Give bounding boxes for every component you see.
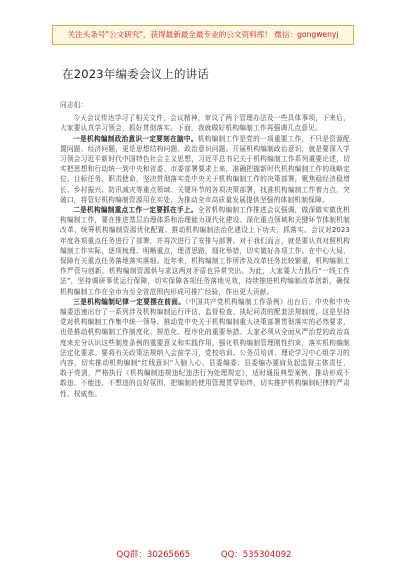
qq-group-number: QQ群：30265665 — [116, 550, 191, 560]
paragraph-heading: 一是机构编制政治意识一定要刻在脑中。 — [73, 134, 198, 143]
paragraph-text: 《中国共产党机构编制工作条例》出台后，中央和中央编委迅速出台了一系列涉及机构编制运行评估、监督检查、执纪问责的配套法规制度，这是坚持党对机构编制工作集中统一领导、推动党中央关于机构编制重大决策部署贯彻落实的必然要求，也是推动机构编制工作制度化、规范化、程序化的重要举措。大家必须从全面从严治党的政治高度来充分认识这些制度条例的重要意义和实践作用，强化机构编制管理刚性约束，落实机构编制法定化要求。要将有关政策法规纳入会前学习，党校培训、公务员培训、理论学习中心组学习的内容，切实推动机构编制“红线意识”入脑入心。县委编委、县委编办要肩负起监督主体责任，敢于亮剑，严格执行《机构编制违规违纪违法行为处理规定》，适时通报典型案例，推动形成不敢违、不能违、不想违的良好氛围，把编制的使用管理贯穿始终，切实推护机构编制纪律的严肃性、权威性。 — [60, 297, 350, 398]
document-body — [60, 100, 350, 399]
promo-banner: 关注头条号"公文研究"，获得最新最全最专业的公文资料库！ 微信：gongwenyj — [52, 25, 354, 45]
paragraph-heading: 二是机构编制重点工作一定要抓在手上。 — [73, 206, 198, 215]
paragraph-discipline — [60, 297, 350, 399]
paragraph-key-work — [60, 205, 350, 297]
paragraph-text: 机构编制工作是党的一项重要工作，不只是资源配置问题、经济问题，更是思想结构问题、政治意识问题。开展机构编制政治意识，就是要深入学习领会习近平新时代中国特色社会主义思想，习近平总书记关于机构编制工作系列重要论述，切实把思想和行动统一到中央和省委、市委部署要求上来，准确把握新时代机构编制工作的战略定位、目标任务、职责使命，坚决贯彻落实党中央关于机构编制工作的决策部署，聚焦稳经济稳增长、乡村振兴、防汛减灾等重点领域、关键环节的各项决策部署，找准机构编制工作着力点，突破口，将管好机构编制资源用在实处，为推动全市高质量发展提供坚强的体制机制保障。 — [60, 134, 350, 204]
paragraph-text: 全省机构编制工作推进会议强调，做深做实做优机构编制工作，要在推进基层治理体系和治理能力现代化建设、深化重点领域和关键环节体制机制改革、统筹机构编制资源优化配置、推动机构编制法治化建设上下功夫，抓落实。会议对2023年度各项重点任务进行了部署，并再次进行了安排与部署。对于我们而言，就是要认真对照机构编制工作实际，逐项梳理、明晰重点，理清思路，细化举措，切实做好各项工作。在中心大局，保障有关重点任务落地落实落细。近年来，机构编制工作所涉及改革任务比较繁重，机构编制工作严管与创新，机构编制资源供与求这两对矛盾也异常突出。为此，大家要大力践行“一线工作法”，坚持调研事优运行保障，切实保障各项任务落地见效，持续推进机构编制改革创新，确保机构编制工作在全市为至全省范围内形成可推广经验，作出更大贡献。 — [60, 206, 350, 296]
paragraph-political-awareness — [60, 134, 350, 205]
paragraph-intro — [60, 113, 350, 133]
greeting: 同志们： — [60, 101, 88, 109]
qq-number: QQ：535304092 — [220, 550, 292, 560]
document-title: 在2023年编委会议上的讲话 — [62, 67, 210, 81]
contact-footer — [0, 548, 408, 560]
paragraph-text: 今天会议传达学习了相关文件，会议精神，审议了两个管理办法及一些具体事项，下来后，大家要认真学习领会，抓好贯彻落实。下面，我就做好机构编制工作再强调几点意见。 — [60, 114, 350, 133]
paragraph-heading: 三是机构编制纪律一定要摆在前面。 — [73, 297, 186, 306]
